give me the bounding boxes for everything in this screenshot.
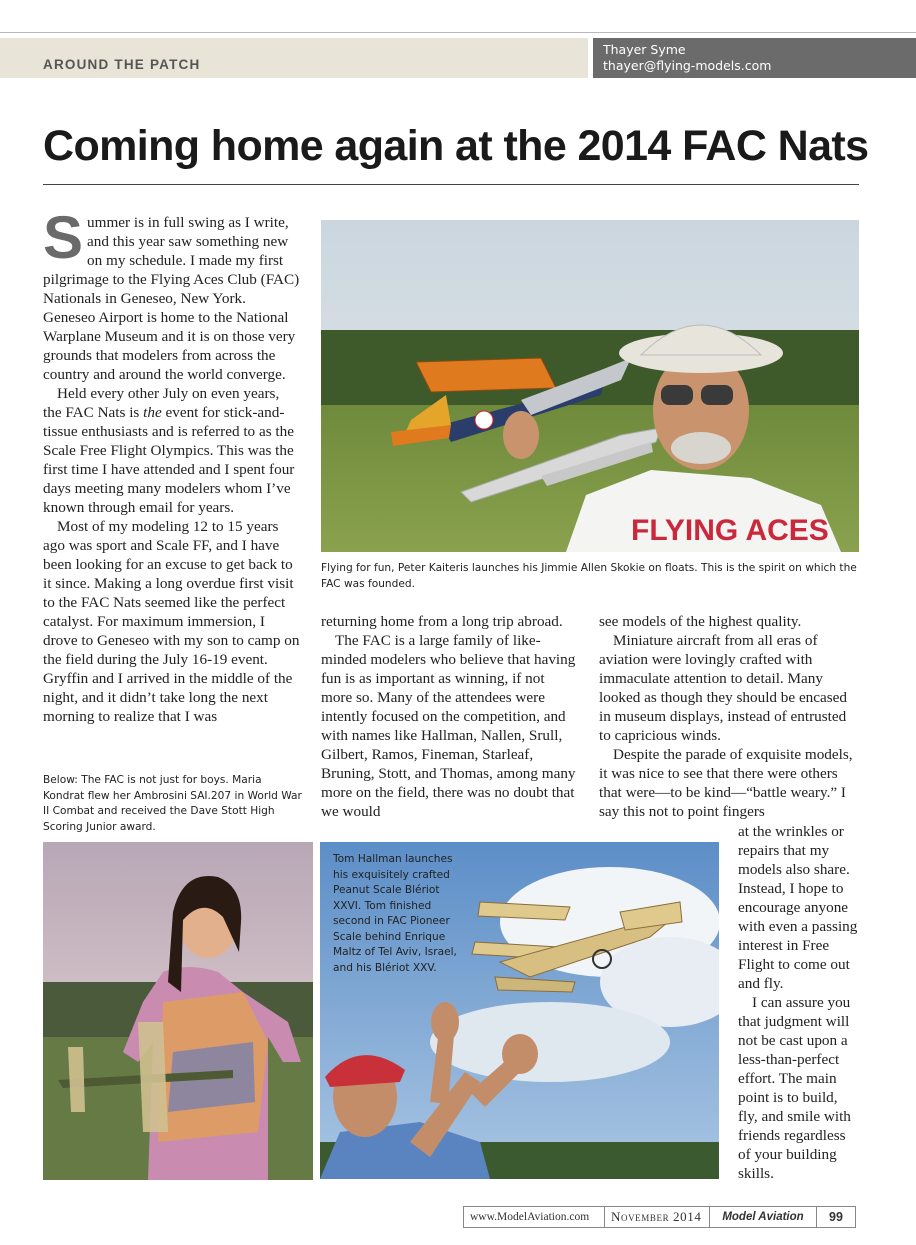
paragraph: Most of my modeling 12 to 15 years ago was sport and Scale FF, and I have been looking for an excuse to get back to it since. Making a long overdue first visit to the FAC Nats seemed like the perfect catalyst. For maximum immersion, I drove to Geneseo with my son to camp on the field during the July 16-19 event. Gryffin and I arrived in the middle of the night, and it didn’t take long the next morning to realize that I was [43, 518, 300, 725]
author-email[interactable]: thayer@flying-models.com [603, 58, 772, 73]
footer-url[interactable]: www.ModelAviation.com [464, 1207, 605, 1227]
caption-main-photo: Flying for fun, Peter Kaiteris launches his Jimmie Allen Skokie on floats. This is the spirit on which the FAC was founded. [321, 562, 857, 590]
page-footer [463, 1206, 856, 1228]
svg-text:FLYING ACES: FLYING ACES [631, 514, 829, 547]
paragraph: at the wrinkles or repairs that my models also share. Instead, I hope to encourage anyone with even a passing interest in Free Flight to come out and fly. [738, 823, 858, 992]
article-title: Coming home again at the 2014 FAC Nats [43, 122, 869, 170]
top-rule [0, 32, 916, 33]
section-label: AROUND THE PATCH [43, 57, 201, 72]
title-rule [43, 184, 859, 185]
footer-magazine: Model Aviation [710, 1207, 817, 1227]
paragraph: see models of the highest quality. [599, 613, 802, 630]
paragraph: Miniature aircraft from all eras of aviation were lovingly crafted with immaculate attention to detail. Many looked as though they should be encased in museum displays, instead of entrusted to capricious winds. [599, 632, 848, 744]
author-box [593, 38, 916, 78]
paragraph: Held every other July on even years, the FAC Nats is the event for stick-and-tissue enthusiasts and is referred to as the Scale Free Flight Olympics. This was the first time I have attended and I spent four days meeting many modelers whom I’ve known through email for years. [43, 385, 295, 516]
paragraph: Summer is in full swing as I write, and this year saw something new on my schedule. I made my first pilgrimage to the Flying Aces Club (FAC) Nationals in Geneseo, New York. Geneseo Airport is home to the National Warplane Museum and it is on those very grounds that modelers from across the country and around the world converge. [43, 204, 300, 383]
body-column-3 [599, 612, 861, 821]
footer-date: November 2014 [605, 1207, 710, 1227]
caption-hallman-photo: Tom Hallman launches his exquisitely crafted Peanut Scale Blériot XXVI. Tom finished second in FAC Pioneer Scale behind Enrique Maltz of Tel Aviv, Israel, and his Blériot XXV. [333, 853, 457, 974]
paragraph: returning home from a long trip abroad. [321, 613, 563, 630]
drop-cap: S [43, 204, 84, 271]
paragraph: The FAC is a large family of like-minded modelers who believe that having fun is as important as winning, if not more so. Many of the attendees were intently focused on the competition, and with names like Hallman, Nallen, Srull, Gilbert, Ramos, Fineman, Starleaf, Bruning, Stott, and Thomas, among many more on the field, there was no doubt that we would [321, 632, 576, 820]
body-column-3-narrow [738, 822, 860, 1183]
author-name: Thayer Syme [603, 42, 686, 57]
photo-maria-kondrat [43, 842, 313, 1180]
paragraph: Despite the parade of exquisite models, it was nice to see that there were others that were—to be kind—“battle weary.” I say this not to point fingers [599, 746, 853, 820]
body-column-1 [43, 204, 301, 726]
photo-peter-kaiteris [321, 220, 859, 552]
page-number: 99 [829, 1210, 843, 1224]
paragraph: I can assure you that judgment will not be cast upon a less-than-perfect effort. The main point is to build, fly, and smile with friends regardless of your building skills. [738, 994, 851, 1182]
caption-girl-photo: Below: The FAC is not just for boys. Maria Kondrat flew her Ambrosini SAI.207 in World War II Combat and received the Dave Stott High Scoring Junior award. [43, 774, 302, 833]
body-column-2 [321, 612, 579, 821]
